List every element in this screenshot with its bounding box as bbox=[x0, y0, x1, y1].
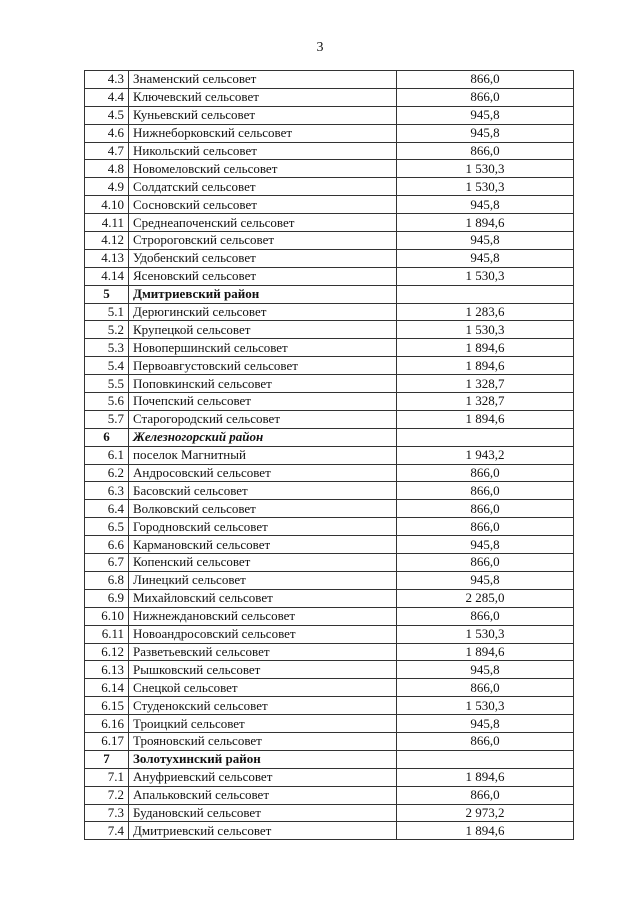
table-row bbox=[85, 643, 574, 661]
settlement-name-cell: Удобенский сельсовет bbox=[129, 249, 397, 267]
settlement-name-cell: Рышковский сельсовет bbox=[129, 661, 397, 679]
row-number-cell: 4.9 bbox=[85, 178, 129, 196]
amount-cell: 866,0 bbox=[397, 607, 574, 625]
row-number-cell: 6.10 bbox=[85, 607, 129, 625]
table-body bbox=[85, 71, 574, 840]
row-number-cell: 6.7 bbox=[85, 554, 129, 572]
table-row bbox=[85, 196, 574, 214]
row-number-cell: 5.7 bbox=[85, 410, 129, 428]
row-number-cell: 5.2 bbox=[85, 321, 129, 339]
table-row bbox=[85, 410, 574, 428]
row-number-cell: 4.10 bbox=[85, 196, 129, 214]
amount-cell: 945,8 bbox=[397, 571, 574, 589]
amount-cell: 945,8 bbox=[397, 661, 574, 679]
table-row bbox=[85, 482, 574, 500]
amount-cell: 945,8 bbox=[397, 124, 574, 142]
table-row bbox=[85, 106, 574, 124]
amount-cell: 866,0 bbox=[397, 88, 574, 106]
table-row bbox=[85, 160, 574, 178]
row-number-cell: 7.3 bbox=[85, 804, 129, 822]
table-row bbox=[85, 661, 574, 679]
settlement-name-cell: Знаменский сельсовет bbox=[129, 71, 397, 89]
row-number-cell: 6.11 bbox=[85, 625, 129, 643]
table-row bbox=[85, 375, 574, 393]
row-number-cell: 6.15 bbox=[85, 697, 129, 715]
row-number-cell: 6.9 bbox=[85, 589, 129, 607]
settlement-name-cell: Басовский сельсовет bbox=[129, 482, 397, 500]
table-row bbox=[85, 142, 574, 160]
table-row bbox=[85, 178, 574, 196]
section-row bbox=[85, 750, 574, 768]
row-number-cell: 5.4 bbox=[85, 357, 129, 375]
amount-cell: 1 894,6 bbox=[397, 214, 574, 232]
settlement-name-cell: Новомеловский сельсовет bbox=[129, 160, 397, 178]
settlement-name-cell: Крупецкой сельсовет bbox=[129, 321, 397, 339]
amount-cell: 2 285,0 bbox=[397, 589, 574, 607]
row-number-cell: 5 bbox=[85, 285, 129, 303]
settlement-name-cell: Стророговский сельсовет bbox=[129, 232, 397, 250]
amount-cell: 1 894,6 bbox=[397, 357, 574, 375]
row-number-cell: 4.12 bbox=[85, 232, 129, 250]
amount-cell: 866,0 bbox=[397, 464, 574, 482]
allocation-table bbox=[84, 70, 574, 840]
table-row bbox=[85, 571, 574, 589]
amount-cell: 1 530,3 bbox=[397, 697, 574, 715]
row-number-cell: 4.11 bbox=[85, 214, 129, 232]
table-row bbox=[85, 607, 574, 625]
settlement-name-cell: Старогородский сельсовет bbox=[129, 410, 397, 428]
table-row bbox=[85, 804, 574, 822]
table-row bbox=[85, 697, 574, 715]
amount-cell: 1 328,7 bbox=[397, 375, 574, 393]
table-row bbox=[85, 822, 574, 840]
table-row bbox=[85, 321, 574, 339]
table-row bbox=[85, 303, 574, 321]
table-row bbox=[85, 518, 574, 536]
row-number-cell: 7 bbox=[85, 750, 129, 768]
settlement-name-cell: Нижнеборковский сельсовет bbox=[129, 124, 397, 142]
page-number: 3 bbox=[316, 40, 324, 55]
amount-cell: 1 894,6 bbox=[397, 768, 574, 786]
settlement-name-cell: Апальковский сельсовет bbox=[129, 786, 397, 804]
district-name-cell: Железногорский район bbox=[129, 428, 397, 446]
district-name-cell: Дмитриевский район bbox=[129, 285, 397, 303]
row-number-cell: 4.3 bbox=[85, 71, 129, 89]
table-row bbox=[85, 232, 574, 250]
table-row bbox=[85, 786, 574, 804]
amount-cell: 1 530,3 bbox=[397, 321, 574, 339]
amount-cell: 866,0 bbox=[397, 518, 574, 536]
amount-cell: 1 894,6 bbox=[397, 822, 574, 840]
row-number-cell: 4.13 bbox=[85, 249, 129, 267]
settlement-name-cell: Среднеапоченский сельсовет bbox=[129, 214, 397, 232]
settlement-name-cell: Снецкой сельсовет bbox=[129, 679, 397, 697]
table-row bbox=[85, 679, 574, 697]
settlement-name-cell: Копенский сельсовет bbox=[129, 554, 397, 572]
amount-cell bbox=[397, 750, 574, 768]
row-number-cell: 6.8 bbox=[85, 571, 129, 589]
amount-cell: 1 943,2 bbox=[397, 446, 574, 464]
amount-cell: 2 973,2 bbox=[397, 804, 574, 822]
amount-cell bbox=[397, 285, 574, 303]
row-number-cell: 6.5 bbox=[85, 518, 129, 536]
row-number-cell: 4.6 bbox=[85, 124, 129, 142]
settlement-name-cell: Кармановский сельсовет bbox=[129, 536, 397, 554]
settlement-name-cell: Дерюгинский сельсовет bbox=[129, 303, 397, 321]
row-number-cell: 4.7 bbox=[85, 142, 129, 160]
row-number-cell: 6.13 bbox=[85, 661, 129, 679]
row-number-cell: 6.6 bbox=[85, 536, 129, 554]
row-number-cell: 5.1 bbox=[85, 303, 129, 321]
table-row bbox=[85, 625, 574, 643]
amount-cell bbox=[397, 428, 574, 446]
settlement-name-cell: Линецкий сельсовет bbox=[129, 571, 397, 589]
row-number-cell: 6.17 bbox=[85, 732, 129, 750]
settlement-name-cell: Разветьевский сельсовет bbox=[129, 643, 397, 661]
table-row bbox=[85, 446, 574, 464]
amount-cell: 945,8 bbox=[397, 536, 574, 554]
row-number-cell: 7.1 bbox=[85, 768, 129, 786]
table-row bbox=[85, 124, 574, 142]
row-number-cell: 6.2 bbox=[85, 464, 129, 482]
table-row bbox=[85, 357, 574, 375]
amount-cell: 1 328,7 bbox=[397, 393, 574, 411]
table-row bbox=[85, 536, 574, 554]
settlement-name-cell: Дмитриевский сельсовет bbox=[129, 822, 397, 840]
amount-cell: 866,0 bbox=[397, 142, 574, 160]
table-row bbox=[85, 393, 574, 411]
table-row bbox=[85, 249, 574, 267]
row-number-cell: 6 bbox=[85, 428, 129, 446]
row-number-cell: 7.2 bbox=[85, 786, 129, 804]
settlement-name-cell: Ключевский сельсовет bbox=[129, 88, 397, 106]
row-number-cell: 4.4 bbox=[85, 88, 129, 106]
settlement-name-cell: Нижнеждановский сельсовет bbox=[129, 607, 397, 625]
table-row bbox=[85, 715, 574, 733]
row-number-cell: 6.12 bbox=[85, 643, 129, 661]
row-number-cell: 5.6 bbox=[85, 393, 129, 411]
table-row bbox=[85, 554, 574, 572]
table-row bbox=[85, 768, 574, 786]
settlement-name-cell: Андросовский сельсовет bbox=[129, 464, 397, 482]
amount-cell: 1 530,3 bbox=[397, 160, 574, 178]
row-number-cell: 5.5 bbox=[85, 375, 129, 393]
table-row bbox=[85, 500, 574, 518]
amount-cell: 945,8 bbox=[397, 249, 574, 267]
settlement-name-cell: Ясеновский сельсовет bbox=[129, 267, 397, 285]
amount-cell: 1 530,3 bbox=[397, 178, 574, 196]
settlement-name-cell: Волковский сельсовет bbox=[129, 500, 397, 518]
settlement-name-cell: Будановский сельсовет bbox=[129, 804, 397, 822]
amount-cell: 1 530,3 bbox=[397, 267, 574, 285]
amount-cell: 866,0 bbox=[397, 786, 574, 804]
amount-cell: 1 894,6 bbox=[397, 643, 574, 661]
table-row bbox=[85, 88, 574, 106]
settlement-name-cell: Михайловский сельсовет bbox=[129, 589, 397, 607]
amount-cell: 945,8 bbox=[397, 232, 574, 250]
amount-cell: 1 283,6 bbox=[397, 303, 574, 321]
settlement-name-cell: Городновский сельсовет bbox=[129, 518, 397, 536]
settlement-name-cell: Троицкий сельсовет bbox=[129, 715, 397, 733]
amount-cell: 1 894,6 bbox=[397, 410, 574, 428]
amount-cell: 1 894,6 bbox=[397, 339, 574, 357]
amount-cell: 866,0 bbox=[397, 71, 574, 89]
row-number-cell: 6.14 bbox=[85, 679, 129, 697]
table-row bbox=[85, 267, 574, 285]
row-number-cell: 5.3 bbox=[85, 339, 129, 357]
settlement-name-cell: Никольский сельсовет bbox=[129, 142, 397, 160]
settlement-name-cell: Первоавгустовский сельсовет bbox=[129, 357, 397, 375]
settlement-name-cell: Поповкинский сельсовет bbox=[129, 375, 397, 393]
settlement-name-cell: Ануфриевский сельсовет bbox=[129, 768, 397, 786]
settlement-name-cell: Трояновский сельсовет bbox=[129, 732, 397, 750]
table-row bbox=[85, 732, 574, 750]
amount-cell: 866,0 bbox=[397, 482, 574, 500]
row-number-cell: 6.3 bbox=[85, 482, 129, 500]
settlement-name-cell: Почепский сельсовет bbox=[129, 393, 397, 411]
row-number-cell: 4.14 bbox=[85, 267, 129, 285]
section-row bbox=[85, 428, 574, 446]
amount-cell: 945,8 bbox=[397, 196, 574, 214]
table-row bbox=[85, 214, 574, 232]
row-number-cell: 7.4 bbox=[85, 822, 129, 840]
settlement-name-cell: поселок Магнитный bbox=[129, 446, 397, 464]
row-number-cell: 6.4 bbox=[85, 500, 129, 518]
settlement-name-cell: Солдатский сельсовет bbox=[129, 178, 397, 196]
settlement-name-cell: Куньевский сельсовет bbox=[129, 106, 397, 124]
district-name-cell: Золотухинский район bbox=[129, 750, 397, 768]
amount-cell: 945,8 bbox=[397, 715, 574, 733]
table-row bbox=[85, 589, 574, 607]
table-row bbox=[85, 464, 574, 482]
amount-cell: 945,8 bbox=[397, 106, 574, 124]
section-row bbox=[85, 285, 574, 303]
row-number-cell: 4.8 bbox=[85, 160, 129, 178]
amount-cell: 866,0 bbox=[397, 732, 574, 750]
settlement-name-cell: Студенокский сельсовет bbox=[129, 697, 397, 715]
table-row bbox=[85, 339, 574, 357]
settlement-name-cell: Новоандросовский сельсовет bbox=[129, 625, 397, 643]
amount-cell: 866,0 bbox=[397, 554, 574, 572]
row-number-cell: 4.5 bbox=[85, 106, 129, 124]
settlement-name-cell: Новопершинский сельсовет bbox=[129, 339, 397, 357]
table-row bbox=[85, 71, 574, 89]
row-number-cell: 6.16 bbox=[85, 715, 129, 733]
amount-cell: 1 530,3 bbox=[397, 625, 574, 643]
amount-cell: 866,0 bbox=[397, 500, 574, 518]
amount-cell: 866,0 bbox=[397, 679, 574, 697]
settlement-name-cell: Сосновский сельсовет bbox=[129, 196, 397, 214]
row-number-cell: 6.1 bbox=[85, 446, 129, 464]
